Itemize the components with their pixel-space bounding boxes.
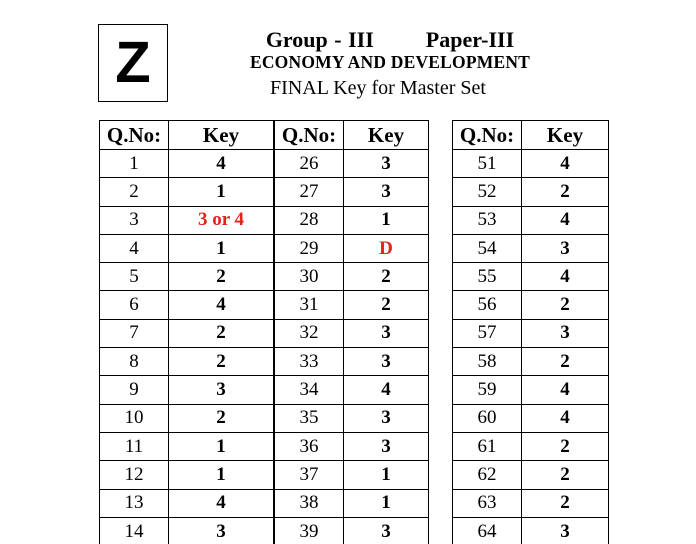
question-number-cell: 51: [453, 150, 522, 178]
question-number-cell: 34: [275, 376, 344, 404]
question-number-cell: 59: [453, 376, 522, 404]
table-row: [275, 150, 429, 178]
answer-key-cell: 3 or 4: [169, 206, 274, 234]
question-number-cell: 3: [100, 206, 169, 234]
answer-key-cell: 4: [169, 150, 274, 178]
answer-key-cell: 2: [169, 404, 274, 432]
paper-label: Paper-III: [425, 27, 515, 52]
answer-key-cell: 2: [169, 319, 274, 347]
answer-key-cell: 4: [169, 291, 274, 319]
answer-key-cell: 1: [169, 432, 274, 460]
table-row: [453, 150, 609, 178]
table-row: [100, 150, 274, 178]
question-number-cell: 6: [100, 291, 169, 319]
answer-key-cell: 3: [522, 517, 609, 544]
answer-key-cell: 2: [522, 489, 609, 517]
answer-key-cell: 3: [344, 150, 429, 178]
answer-key-cell: 2: [522, 432, 609, 460]
table-row: [275, 376, 429, 404]
table-row: [100, 291, 274, 319]
table-row: [100, 206, 274, 234]
table-row: [453, 178, 609, 206]
question-number-cell: 39: [275, 517, 344, 544]
table-row: [453, 517, 609, 544]
question-number-cell: 12: [100, 461, 169, 489]
question-number-cell: 62: [453, 461, 522, 489]
question-number-cell: 63: [453, 489, 522, 517]
key-subtitle: FINAL Key for Master Set: [270, 77, 486, 99]
table-row: [453, 206, 609, 234]
table-row: [100, 517, 274, 544]
table-row: [275, 404, 429, 432]
answer-key-cell: 3: [522, 319, 609, 347]
question-number-cell: 1: [100, 150, 169, 178]
table-row: [275, 319, 429, 347]
table-row: [275, 517, 429, 544]
answer-key-cell: 3: [344, 404, 429, 432]
answer-key-cell: 4: [522, 206, 609, 234]
question-number-cell: 30: [275, 263, 344, 291]
table-row: [100, 319, 274, 347]
answer-key-cell: D: [344, 234, 429, 262]
answer-key-cell: 2: [522, 348, 609, 376]
question-number-cell: 61: [453, 432, 522, 460]
table-row: [100, 461, 274, 489]
question-number-cell: 10: [100, 404, 169, 432]
table-row: [453, 291, 609, 319]
question-number-cell: 54: [453, 234, 522, 262]
answer-key-cell: 3: [344, 319, 429, 347]
table-row: [453, 404, 609, 432]
answer-key-cell: 1: [169, 461, 274, 489]
answer-key-cell: 4: [522, 376, 609, 404]
answer-key-cell: 3: [169, 376, 274, 404]
question-number-cell: 31: [275, 291, 344, 319]
question-number-cell: 7: [100, 319, 169, 347]
question-number-cell: 28: [275, 206, 344, 234]
table-row: [453, 319, 609, 347]
table-row: [453, 376, 609, 404]
answer-key-cell: 4: [169, 489, 274, 517]
question-number-cell: 36: [275, 432, 344, 460]
question-number-cell: 32: [275, 319, 344, 347]
qno-header: Q.No:: [453, 121, 522, 150]
question-number-cell: 37: [275, 461, 344, 489]
table-row: [453, 348, 609, 376]
qno-header: Q.No:: [275, 121, 344, 150]
answer-key-cell: 1: [169, 234, 274, 262]
question-number-cell: 38: [275, 489, 344, 517]
key-table-3: [452, 120, 609, 544]
question-number-cell: 53: [453, 206, 522, 234]
answer-key-cell: 4: [522, 150, 609, 178]
question-number-cell: 52: [453, 178, 522, 206]
table-row: [100, 348, 274, 376]
table-header-row: [453, 121, 609, 150]
question-number-cell: 35: [275, 404, 344, 432]
table-row: [275, 348, 429, 376]
group-label: Group - III: [265, 27, 374, 52]
question-number-cell: 11: [100, 432, 169, 460]
table-row: [100, 234, 274, 262]
table-row: [275, 432, 429, 460]
question-number-cell: 64: [453, 517, 522, 544]
table-row: [100, 489, 274, 517]
question-number-cell: 4: [100, 234, 169, 262]
answer-key-cell: 1: [344, 489, 429, 517]
key-header: Key: [344, 121, 429, 150]
table-header-row: [275, 121, 429, 150]
question-number-cell: 13: [100, 489, 169, 517]
question-number-cell: 26: [275, 150, 344, 178]
question-number-cell: 55: [453, 263, 522, 291]
answer-key-cell: 2: [169, 263, 274, 291]
answer-key-cell: 3: [522, 234, 609, 262]
key-header: Key: [169, 121, 274, 150]
table-row: [453, 234, 609, 262]
answer-key-cell: 3: [169, 517, 274, 544]
table-header-row: [100, 121, 274, 150]
question-number-cell: 14: [100, 517, 169, 544]
table-row: [453, 489, 609, 517]
answer-key-cell: 1: [344, 206, 429, 234]
table-row: [100, 178, 274, 206]
question-number-cell: 27: [275, 178, 344, 206]
set-code-box: Z: [98, 24, 168, 102]
answer-key-cell: 3: [344, 348, 429, 376]
table-row: [275, 461, 429, 489]
table-row: [275, 263, 429, 291]
table-row: [453, 263, 609, 291]
key-table-1: [99, 120, 274, 544]
table-row: [100, 376, 274, 404]
key-header: Key: [522, 121, 609, 150]
table-row: [275, 206, 429, 234]
table-row: [275, 291, 429, 319]
question-number-cell: 9: [100, 376, 169, 404]
answer-key-cell: 4: [344, 376, 429, 404]
answer-key-cell: 4: [522, 263, 609, 291]
table-row: [453, 461, 609, 489]
key-table-2: [274, 120, 429, 544]
answer-key-cell: 2: [522, 291, 609, 319]
table-row: [275, 178, 429, 206]
question-number-cell: 60: [453, 404, 522, 432]
question-number-cell: 29: [275, 234, 344, 262]
question-number-cell: 2: [100, 178, 169, 206]
answer-key-cell: 2: [169, 348, 274, 376]
qno-header: Q.No:: [100, 121, 169, 150]
answer-key-cell: 3: [344, 178, 429, 206]
question-number-cell: 33: [275, 348, 344, 376]
group-paper-heading: [200, 27, 580, 53]
question-number-cell: 5: [100, 263, 169, 291]
answer-key-cell: 3: [344, 432, 429, 460]
answer-key-cell: 2: [522, 461, 609, 489]
table-row: [453, 432, 609, 460]
table-row: [100, 263, 274, 291]
table-row: [100, 432, 274, 460]
question-number-cell: 57: [453, 319, 522, 347]
table-row: [275, 234, 429, 262]
question-number-cell: 56: [453, 291, 522, 319]
answer-key-cell: 4: [522, 404, 609, 432]
table-row: [275, 489, 429, 517]
answer-key-cell: 2: [344, 291, 429, 319]
question-number-cell: 8: [100, 348, 169, 376]
answer-key-cell: 1: [344, 461, 429, 489]
answer-key-cell: 2: [522, 178, 609, 206]
answer-key-cell: 2: [344, 263, 429, 291]
question-number-cell: 58: [453, 348, 522, 376]
answer-key-cell: 1: [169, 178, 274, 206]
subject-heading: ECONOMY AND DEVELOPMENT: [249, 52, 531, 72]
answer-key-cell: 3: [344, 517, 429, 544]
table-row: [100, 404, 274, 432]
